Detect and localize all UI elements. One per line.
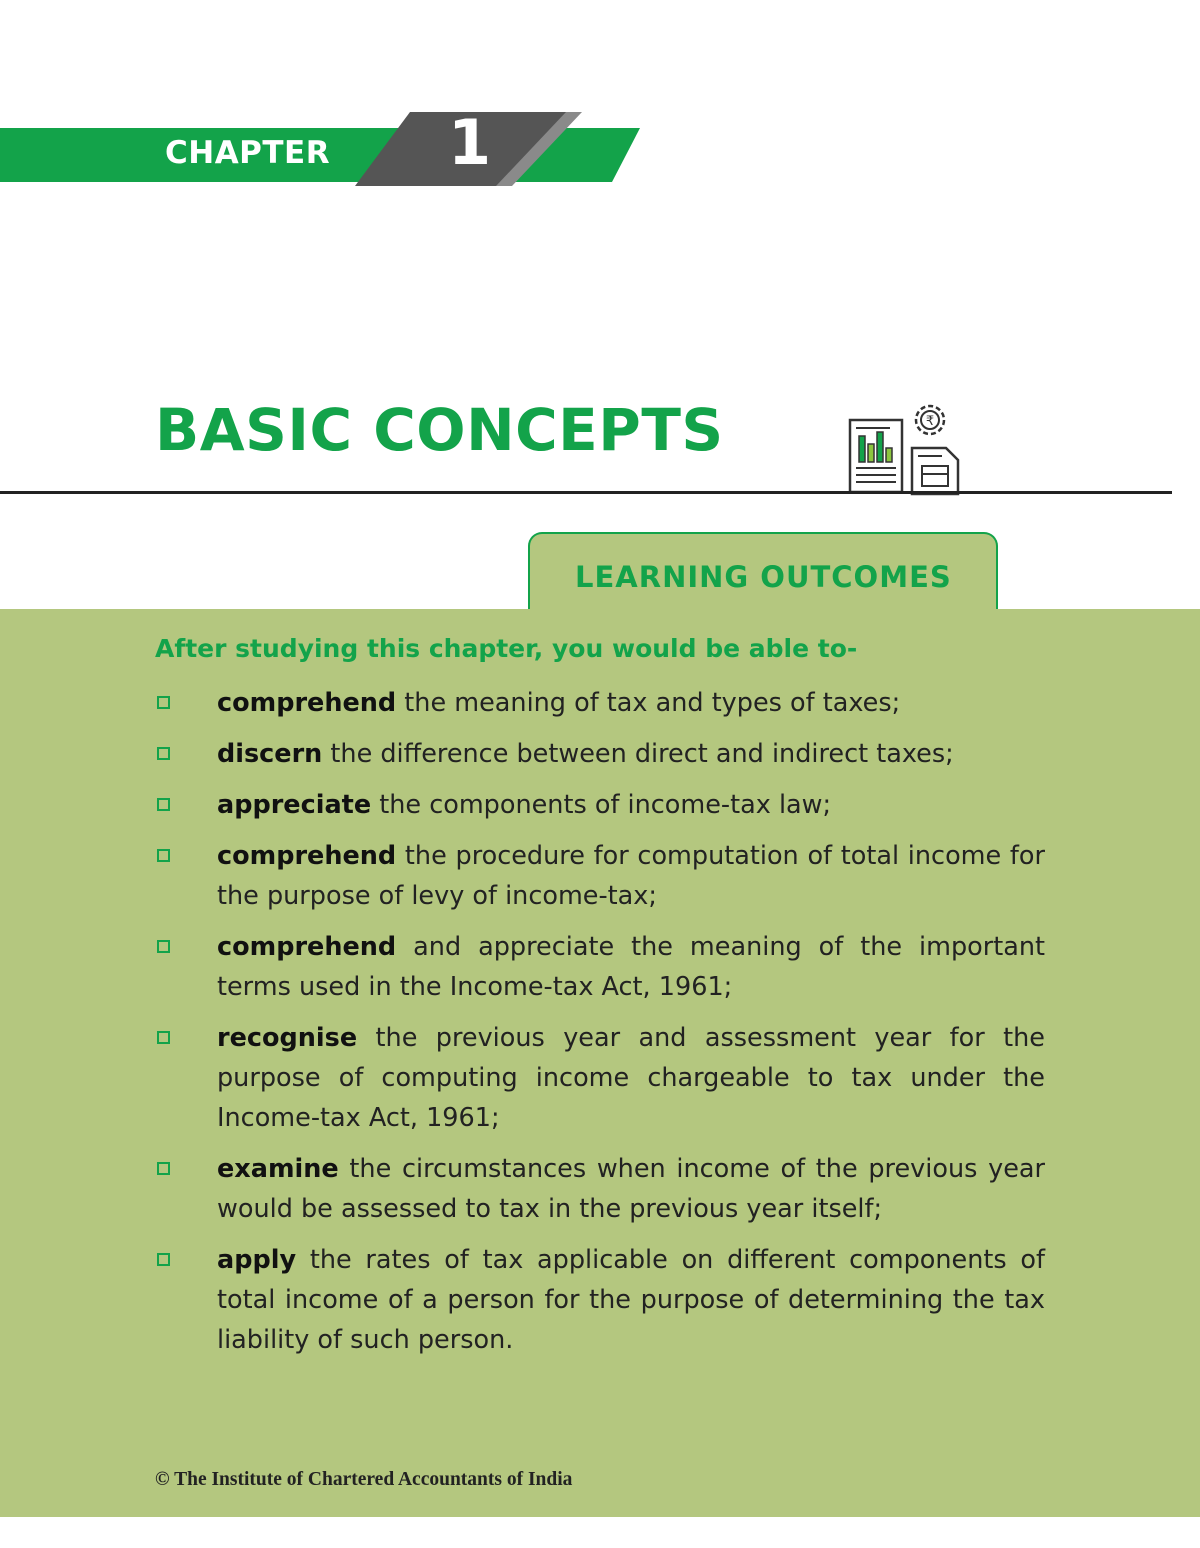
outcome-item [155,927,1045,1007]
svg-text:₹: ₹ [925,414,935,429]
outcomes-intro: After studying this chapter, you would be able to- [155,634,858,663]
chapter-label: CHAPTER [165,135,331,171]
outcome-keyword: examine [217,1154,339,1184]
outcome-text: the difference between direct and indirect taxes; [322,739,954,769]
learning-outcomes-label: LEARNING OUTCOMES [575,560,952,594]
checkbox-bullet-icon [157,1031,170,1044]
outcome-keyword: recognise [217,1023,358,1053]
checkbox-bullet-icon [157,747,170,760]
outcome-text: the circumstances when income of the previous year would be assessed to tax in the previous year itself; [217,1154,1045,1224]
outcome-keyword: comprehend [217,688,397,718]
checkbox-bullet-icon [157,849,170,862]
tax-documents-icon [846,400,961,496]
checkbox-bullet-icon [157,798,170,811]
outcome-item [155,785,1045,825]
outcome-text: the rates of tax applicable on different components of total income of a person for the purpose of determining the tax liability of such person. [217,1245,1045,1355]
outcome-keyword: appreciate [217,790,372,820]
outcome-keyword: discern [217,739,323,769]
checkbox-bullet-icon [157,940,170,953]
outcome-item [155,1149,1045,1229]
title-divider [0,491,1172,494]
outcome-keyword: apply [217,1245,297,1275]
outcome-text: the meaning of tax and types of taxes; [396,688,901,718]
checkbox-bullet-icon [157,1253,170,1266]
outcome-item [155,1240,1045,1360]
outcome-keyword: comprehend [217,932,397,962]
outcomes-list [155,683,1045,1371]
chapter-number: 1 [448,106,492,179]
outcome-item [155,734,1045,774]
page-title: BASIC CONCEPTS [155,396,724,464]
checkbox-bullet-icon [157,696,170,709]
outcome-text: the previous year and assessment year for the purpose of computing income chargeable to tax under the Income-tax Act, 1961; [217,1023,1045,1133]
outcome-keyword: comprehend [217,841,397,871]
outcome-item [155,836,1045,916]
learning-outcomes-panel [0,609,1200,1517]
outcome-item [155,683,1045,723]
outcome-item [155,1018,1045,1138]
outcome-text: and appreciate the meaning of the important terms used in the Income-tax Act, 1961; [217,932,1045,1002]
copyright-footer: © The Institute of Chartered Accountants of India [155,1469,573,1490]
outcome-text: the components of income-tax law; [371,790,832,820]
outcome-text: the procedure for computation of total income for the purpose of levy of income-tax; [217,841,1045,911]
checkbox-bullet-icon [157,1162,170,1175]
learning-outcomes-tab [528,532,998,620]
